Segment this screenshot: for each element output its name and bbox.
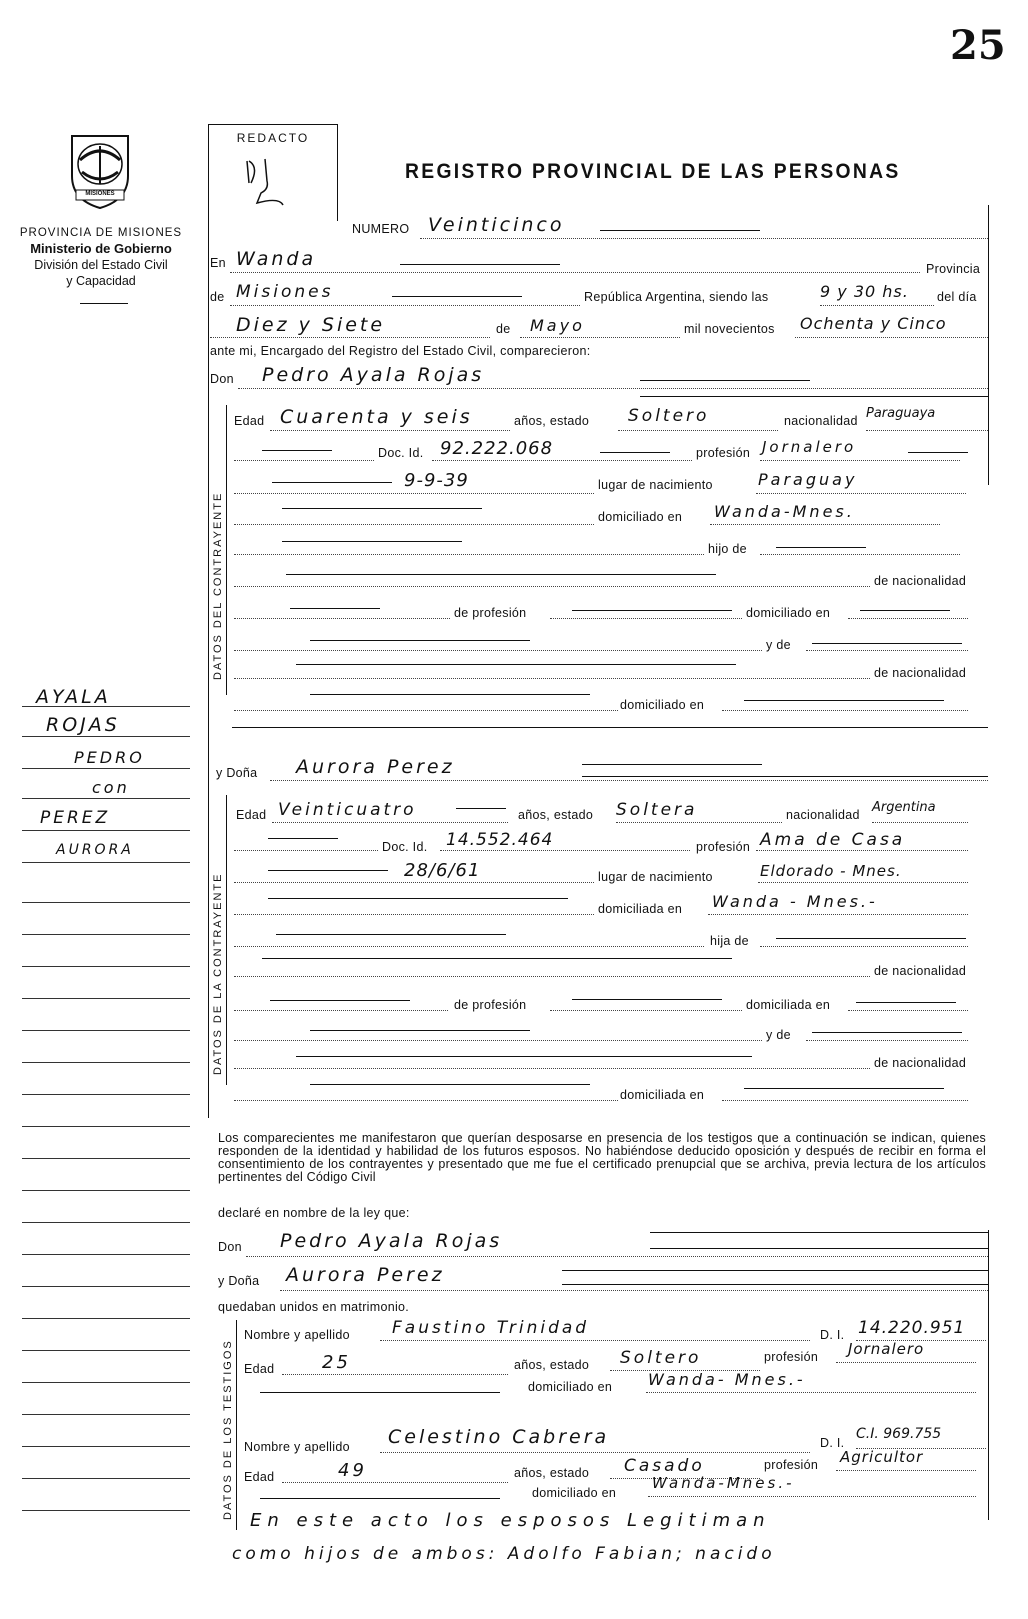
contrayente-fecha-nac: 9-9-39: [404, 470, 469, 491]
contrayente-nacionalidad: Paraguaya: [866, 406, 936, 421]
t2-edad: 49: [338, 1460, 367, 1481]
initials-signature-icon: [239, 153, 299, 209]
mil-label: mil novecientos: [684, 322, 775, 336]
provincia-label: Provincia: [926, 262, 981, 276]
t2-anios-estado-label: años, estado: [514, 1466, 590, 1480]
margin-line-4: con: [92, 778, 130, 797]
contrayente-f-doc: 14.552.464: [446, 830, 554, 850]
republica-label: República Argentina, siendo las: [584, 290, 769, 304]
redacto-label: REDACTO: [236, 131, 310, 145]
contrayente-f-domiciliada-en-2-label: domiciliada en: [620, 1088, 705, 1102]
testigos-side-label: DATOS DE LOS TESTIGOS: [222, 1339, 234, 1520]
contrayente-f-nombre: Aurora Perez: [296, 756, 455, 778]
margin-line-6: AURORA: [56, 842, 134, 858]
anio-value: Ochenta y Cinco: [800, 314, 947, 333]
contrayente-f-edad: Veinticuatro: [278, 800, 417, 820]
contrayente-f-fecha-nac: 28/6/61: [404, 860, 481, 881]
contrayente-f-de-profesion-label: de profesión: [454, 998, 527, 1012]
lugar-value: Wanda: [236, 248, 317, 270]
contrayente-f-nacionalidad: Argentina: [872, 800, 936, 815]
contrayente-nacionalidad-label: nacionalidad: [784, 414, 858, 428]
t1-anios-estado-label: años, estado: [514, 1358, 590, 1372]
declaracion-don: Pedro Ayala Rojas: [280, 1230, 503, 1252]
org-province: PROVINCIA DE MISIONES: [19, 227, 183, 239]
page-title: REGISTRO PROVINCIAL DE LAS PERSONAS: [405, 160, 901, 183]
t1-nombre-label: Nombre y apellido: [244, 1328, 350, 1342]
contrayente-y-de-label: y de: [766, 638, 791, 652]
contrayente-f-hija-label: hija de: [710, 934, 749, 948]
contrayente-f-profesion: Ama de Casa: [760, 830, 906, 850]
contrayente-profesion-label: profesión: [696, 446, 751, 460]
page-number: 25: [950, 22, 1006, 69]
numero-value: Veinticinco: [428, 214, 565, 236]
contrayente-anios-estado-label: años, estado: [514, 414, 590, 428]
declaracion-dona: Aurora Perez: [286, 1264, 445, 1286]
contrayente-estado: Soltero: [628, 406, 710, 426]
contrayente-f-domicilio-label: domiciliada en: [598, 902, 683, 916]
t1-domicilio: Wanda- Mnes.-: [648, 1370, 806, 1389]
dia-value: Diez y Siete: [236, 314, 386, 336]
contrayente-f-profesion-label: profesión: [696, 840, 751, 854]
declaracion-don-label: Don: [218, 1240, 242, 1254]
t1-profesion: Jornalero: [848, 1340, 925, 1358]
don-label: Don: [210, 372, 234, 386]
t2-profesion-label: profesión: [764, 1458, 819, 1472]
t1-domicilio-label: domiciliado en: [528, 1380, 613, 1394]
t1-profesion-label: profesión: [764, 1350, 819, 1364]
contrayente-de-nacionalidad-label: de nacionalidad: [874, 574, 967, 588]
org-ministry: Ministerio de Gobierno: [30, 241, 172, 256]
org-block: [10, 225, 192, 289]
contrayente-f-domiciliada-en-label: domiciliada en: [746, 998, 831, 1012]
contrayente-doc-label: Doc. Id.: [378, 446, 424, 460]
contrayente-lugar-nac: Paraguay: [758, 470, 858, 489]
t2-estado: Casado: [624, 1456, 705, 1476]
t2-di: C.I. 969.755: [856, 1426, 942, 1442]
contrayente-domiciliado-en-label: domiciliado en: [746, 606, 831, 620]
t1-di: 14.220.951: [858, 1318, 966, 1338]
t2-di-label: D. I.: [820, 1436, 845, 1450]
mes-value: Mayo: [530, 316, 585, 335]
declaracion-text: Los comparecientes me manifestaron que querían desposarse en presencia de los testigos que a continuación se indican, quienes responden de la identidad y habilidad de los futuros esposos. No habiéndose deducido oposición y después de recibir en forma el consentimiento de los contrayentes y presentado que me fue el certificado prenupcial que se archiva, previa lectura de los artículos pertinentes del Código Civil: [218, 1131, 986, 1184]
ante-label: ante mi, Encargado del Registro del Estado Civil, comparecieron:: [210, 344, 591, 358]
contrayente-edad: Cuarenta y seis: [280, 406, 473, 428]
declaracion-dona-label: y Doña: [218, 1274, 260, 1288]
edad-f-label: Edad: [236, 808, 267, 822]
de-label: de: [210, 290, 225, 304]
contrayente-f-lugar-nac-label: lugar de nacimiento: [598, 870, 713, 884]
contrayente-profesion: Jornalero: [762, 438, 857, 456]
org-division: División del Estado Civil: [34, 258, 168, 272]
t1-estado: Soltero: [620, 1348, 702, 1368]
contrayente-side-label: DATOS DEL CONTRAYENTE: [212, 491, 224, 680]
hora-value: 9 y 30 hs.: [820, 282, 909, 301]
del-dia-label: del día: [937, 290, 977, 304]
contrayente-doc: 92.222.068: [440, 438, 554, 459]
contrayente-lugar-nac-label: lugar de nacimiento: [598, 478, 713, 492]
contrayente-f-nacionalidad-label: nacionalidad: [786, 808, 860, 822]
contrayente-de-profesion-label: de profesión: [454, 606, 527, 620]
contrayente-domicilio-label: domiciliado en: [598, 510, 683, 524]
contrayente-f-side-label: DATOS DE LA CONTRAYENTE: [212, 872, 224, 1075]
declaracion-declare-label: declaré en nombre de la ley que:: [218, 1206, 410, 1220]
contrayente-f-de-nacionalidad-label: de nacionalidad: [874, 964, 967, 978]
de-mes-label: de: [496, 322, 511, 336]
contrayente-domiciliado-en-2-label: domiciliado en: [620, 698, 705, 712]
contrayente-nombre: Pedro Ayala Rojas: [262, 364, 485, 386]
en-label: En: [210, 256, 226, 270]
contrayente-domicilio: Wanda-Mnes.: [714, 502, 855, 521]
dona-label: y Doña: [216, 766, 258, 780]
contrayente-f-de-nacionalidad-2-label: de nacionalidad: [874, 1056, 967, 1070]
margin-line-3: PEDRO: [74, 748, 145, 767]
t1-edad: 25: [322, 1352, 351, 1373]
contrayente-f-y-de-label: y de: [766, 1028, 791, 1042]
margin-line-1: AYALA: [36, 686, 111, 708]
contrayente-f-doc-label: Doc. Id.: [382, 840, 428, 854]
nota-line-2: como hijos de ambos: Adolfo Fabian; nacido: [232, 1544, 776, 1564]
contrayente-f-lugar-nac: Eldorado - Mnes.: [760, 862, 902, 880]
redacto-box: [208, 124, 338, 221]
org-capacity: y Capacidad: [66, 274, 136, 288]
t1-di-label: D. I.: [820, 1328, 845, 1342]
contrayente-hijo-label: hijo de: [708, 542, 747, 556]
t2-nombre: Celestino Cabrera: [388, 1426, 610, 1448]
t2-nombre-label: Nombre y apellido: [244, 1440, 350, 1454]
seal-text: MISIONES: [85, 191, 115, 197]
t1-edad-label: Edad: [244, 1362, 275, 1376]
t2-domicilio: Wanda-Mnes.-: [652, 1474, 795, 1492]
provincia-value: Misiones: [236, 282, 334, 302]
margin-line-5: PEREZ: [40, 808, 111, 828]
coat-of-arms-seal: [62, 130, 138, 210]
nota-line-1: En este acto los esposos Legitiman: [250, 1510, 771, 1531]
seal-icon: [62, 130, 138, 210]
contrayente-f-domicilio: Wanda - Mnes.-: [712, 892, 878, 911]
contrayente-f-estado: Soltera: [616, 800, 698, 820]
margin-line-2: ROJAS: [46, 714, 120, 736]
numero-label: NUMERO: [352, 222, 410, 236]
declaracion-unidos-label: quedaban unidos en matrimonio.: [218, 1300, 410, 1314]
t2-profesion: Agricultor: [840, 1448, 924, 1466]
t2-edad-label: Edad: [244, 1470, 275, 1484]
contrayente-de-nacionalidad-2-label: de nacionalidad: [874, 666, 967, 680]
contrayente-f-anios-estado-label: años, estado: [518, 808, 594, 822]
t1-nombre: Faustino Trinidad: [392, 1318, 590, 1338]
t2-domicilio-label: domiciliado en: [532, 1486, 617, 1500]
edad-label: Edad: [234, 414, 265, 428]
